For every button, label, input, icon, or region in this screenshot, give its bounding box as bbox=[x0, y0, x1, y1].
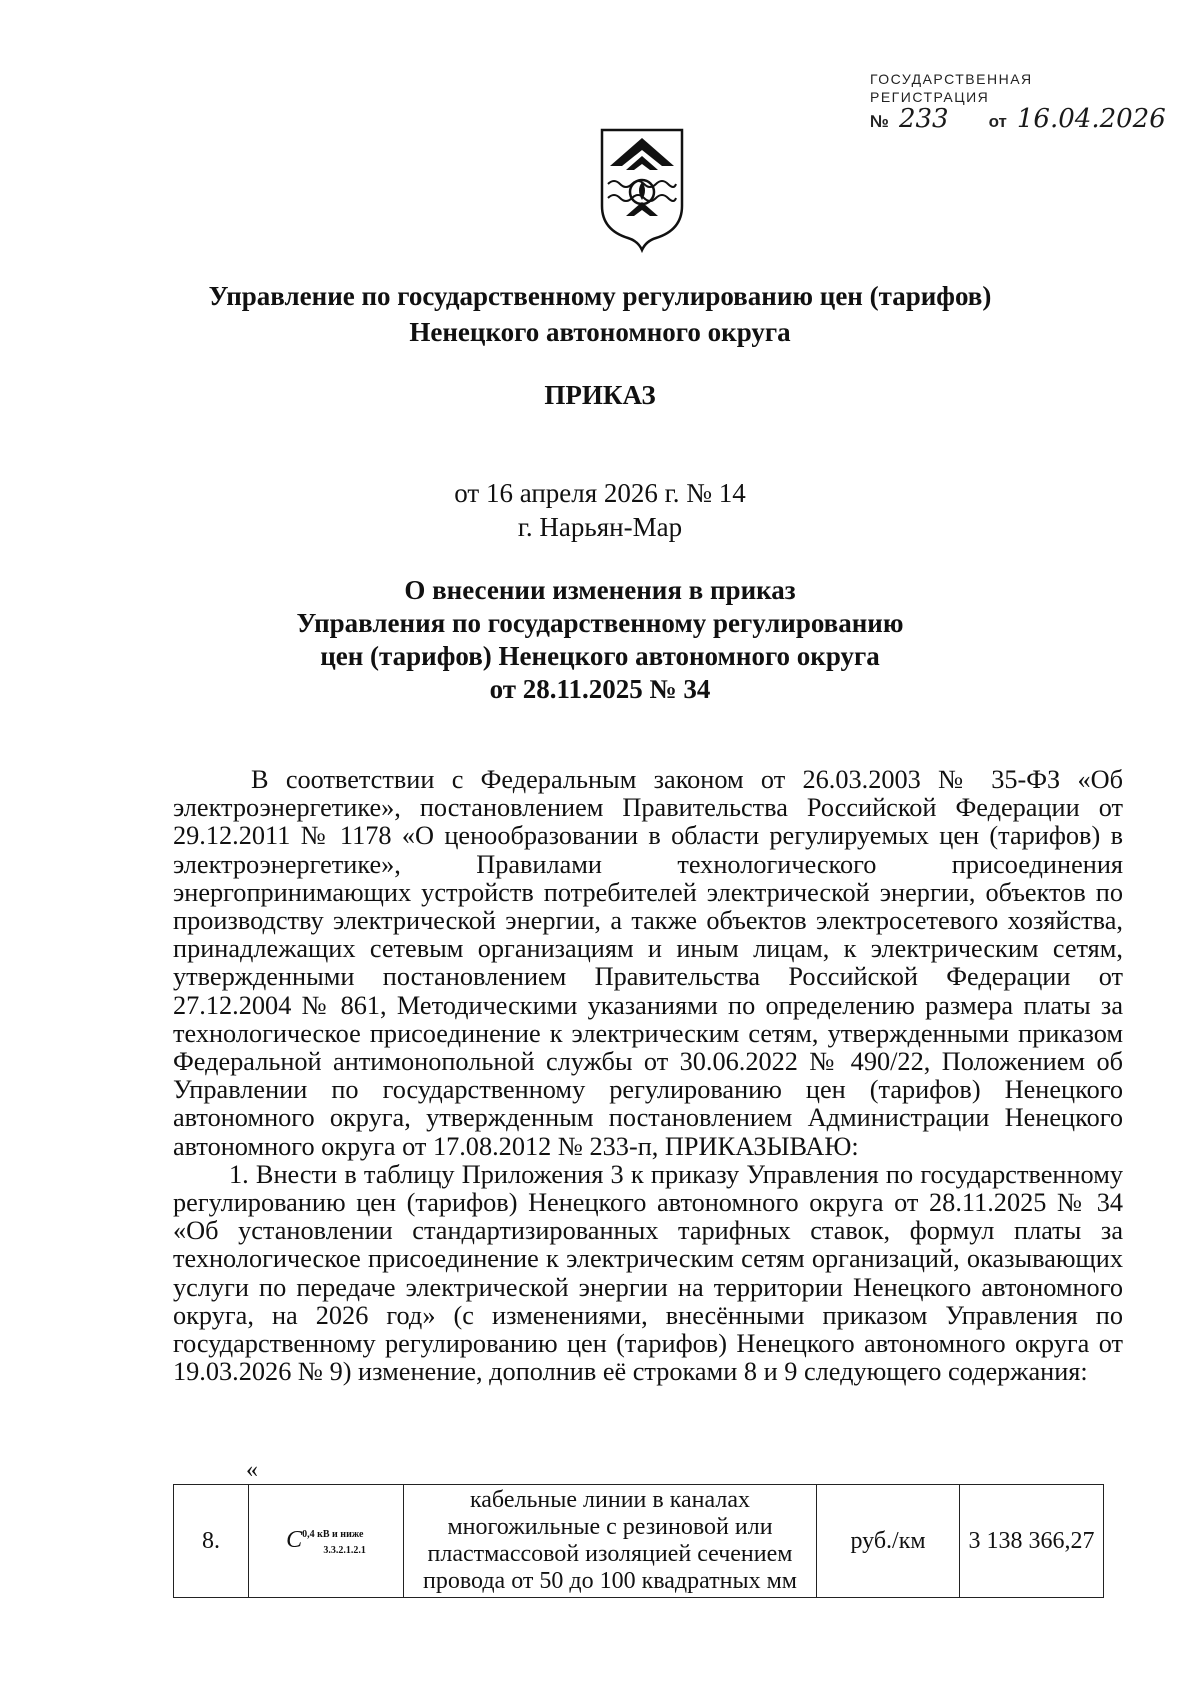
row-unit: руб./км bbox=[817, 1485, 960, 1598]
city: г. Нарьян-Мар bbox=[517, 512, 683, 542]
stamp-number-line bbox=[870, 104, 1170, 134]
item-1-paragraph: 1. Внести в таблицу Приложения 3 к приказу Управления по государственному регулированию цен (тарифов) Ненецкого автономного округа от 28.11.2025 № 34 «Об установлении стандартизированных тарифных ставок, формул платы за технологическое присоединение к электрическим сетям организаций, оказывающих услуги по передаче электрической энергии на территории Ненецкого автономного округа, на 2026 год» (с изменениями, внесёнными приказом Управления по государственному регулированию цен (тарифов) Ненецкого автономного округа от 19.03.2026 № 9) изменение, дополнив её строками 8 и 9 следующего содержания: bbox=[173, 1159, 1123, 1387]
subject-line-4: от 28.11.2025 № 34 bbox=[489, 674, 711, 704]
stamp-title: ГОСУДАРСТВЕННАЯ bbox=[870, 71, 1033, 87]
rate-symbol bbox=[249, 1485, 404, 1598]
opening-quote: « bbox=[246, 1457, 258, 1483]
rate-symbol-superscript: 0,4 кВ и ниже bbox=[302, 1528, 364, 1540]
stamp-subtitle: РЕГИСТРАЦИЯ bbox=[870, 89, 990, 105]
agency-line-2: Ненецкого автономного округа bbox=[409, 317, 791, 347]
order-subject bbox=[120, 574, 1080, 706]
tariff-table bbox=[173, 1484, 1104, 1598]
stamp-date: 16.04.2026 bbox=[1016, 104, 1166, 134]
subject-line-2: Управления по государственному регулированию bbox=[296, 608, 904, 638]
preamble-paragraph: В соответствии с Федеральным законом от 26.03.2003 № 35-ФЗ «Об электроэнергетике», постановлением Правительства Российской Федерации от 29.12.2011 № 1178 «О ценообразовании в области регулируемых цен (тарифов) в электроэнергетике», Правилами технологического присоединения энергопринимающих устройств потребителей электрической энергии, объектов по производству электрической энергии, а также объектов электросетевого хозяйства, принадлежащих сетевым организациям и иным лицам, к электрическим сетям, утвержденными постановлением Правительства Российской Федерации от 27.12.2004 № 861, Методическими указаниями по определению размера платы за технологическое присоединение к электрическим сетям, утвержденными приказом Федеральной антимонопольной службы от 30.06.2022 № 490/22, Положением об Управлении по государственному регулированию цен (тарифов) Ненецкого автономного округа, утвержденным постановлением Администрации Ненецкого автономного округа от 17.08.2012 № 233-п, ПРИКАЗЫВАЮ: bbox=[173, 765, 1123, 1161]
row-description: кабельные линии в каналах многожильные с резиновой или пластмассовой изоляцией сечением провода от 50 до 100 квадратных мм bbox=[404, 1485, 817, 1598]
row-number: 8. bbox=[174, 1485, 249, 1598]
document-type: ПРИКАЗ bbox=[544, 380, 656, 410]
rate-symbol-subscript: 3.3.2.1.2.1 bbox=[323, 1544, 366, 1556]
order-body bbox=[173, 766, 1123, 1386]
row-value: 3 138 366,27 bbox=[960, 1485, 1104, 1598]
subject-line-1: О внесении изменения в приказ bbox=[404, 575, 796, 605]
order-date-number: от 16 апреля 2026 г. № 14 bbox=[454, 478, 746, 508]
stamp-number: 233 bbox=[898, 104, 949, 134]
table-row bbox=[174, 1485, 1104, 1598]
date-block bbox=[120, 476, 1080, 544]
stamp-number-label: № bbox=[870, 112, 889, 131]
coat-of-arms-icon bbox=[596, 126, 688, 254]
agency-line-1: Управление по государственному регулированию цен (тарифов) bbox=[208, 281, 992, 311]
stamp-date-label: от bbox=[988, 112, 1007, 131]
rate-symbol-letter: C bbox=[286, 1526, 303, 1553]
registration-stamp bbox=[870, 70, 1170, 134]
agency-name bbox=[120, 278, 1080, 350]
subject-line-3: цен (тарифов) Ненецкого автономного округа bbox=[320, 641, 880, 671]
